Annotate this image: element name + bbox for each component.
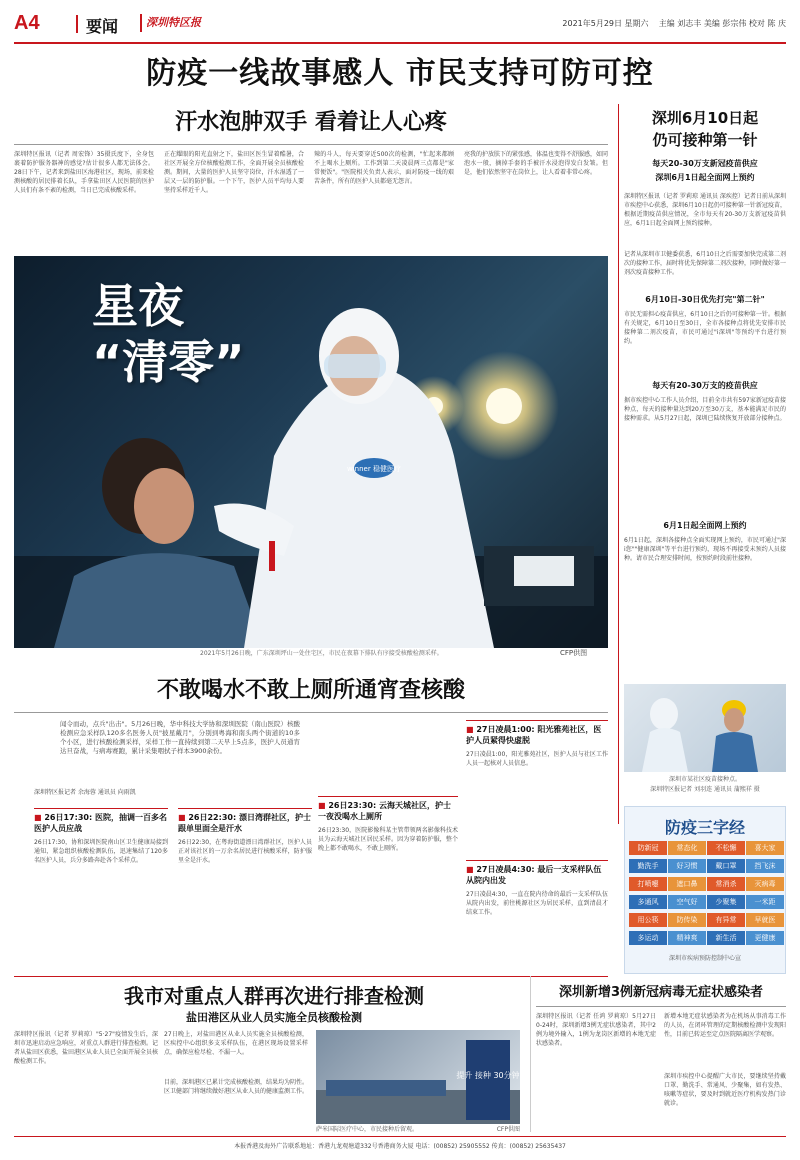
- bullet-icon: ■: [466, 725, 474, 734]
- tip-item: 常消杀: [707, 877, 745, 891]
- story4-headline: 深圳新增3例新冠病毒无症状感染者: [558, 985, 764, 1000]
- timeline-item-5: [466, 864, 608, 886]
- vaccination-photo: [624, 684, 786, 772]
- editors: 主编 刘志丰 美编 彭宗伟 校对 陈 庆: [658, 19, 786, 28]
- story1-col1: 深圳特区报讯（记者 周宏锋）35摄氏度下，全身包裹着防护服务器神的感觉?估计很多人都无法体会。28日下午，记者来到盐田区海港社区，现场，前来检测核酸的居民排着长队，手拿盐田区人民医院的医护人员们有条不紊的检测，当日已完成核酸采样。: [14, 151, 154, 194]
- story1-col3: 辣的斗人，每天要穿近500次的检测，"忙起来都顾不上喝水上厕所。工作到第二天凌晨两三点都是"家常便饭"。"医院相关负责人表示，面对防疫一线的艰苦条件，所有的医护人员都毫无怨言。: [314, 151, 454, 185]
- right-subhead-2: 深圳6月1日起全面网上预约: [655, 173, 755, 182]
- bullet-icon: ■: [34, 813, 42, 822]
- tip-item: 更健康: [746, 931, 784, 945]
- vaccination-photo-credit: 深圳特区报记者 刘羽连 通讯员 蒲熙祥 摄: [650, 786, 760, 793]
- right-headline-2: 仍可接种第一针: [652, 131, 758, 149]
- tip-item: 精神爽: [668, 931, 706, 945]
- timeline-title-5: 27日凌晨4:30: 最后一支采样队伍从院内出发: [466, 865, 602, 885]
- story1-col2: 正在耀眼的阳光直射之下，盐田区医生冒着酷暑，合社区开展全方位核酸检测工作，全面开展全员核酸检测。期间，大量的医护人员坚守岗位，汗水湿透了一层又一层的防护服。一个下午，医护人员平均每人要坚持采样近千人。: [164, 151, 304, 194]
- tip-item: 多通风: [629, 895, 667, 909]
- story3-body-1: 深圳特区报讯（记者 罗莉琼）"5·27"疫情发生后，深圳市迅速启动应急响应，对重点人群进行排查检测。记者从盐田区获悉，盐田港区从业人员已全面开展全员核酸检测工作。: [14, 1031, 158, 1065]
- tip-item: 好习惯: [668, 859, 706, 873]
- tips-title: 防疫三字经: [664, 818, 745, 837]
- right-body-1: 深圳特区报讯（记者 罗莉琼 通讯员 深疾控）记者日前从深圳市疾控中心获悉，深圳6月10日起仍可接种第一针新冠疫苗，根据近期疫苗供应情况，全市每天有20-30万支新冠疫苗供应，6月1日起全面网上预约接种。: [624, 193, 786, 227]
- story1-col4: 亮我的护放肤下的紧张感，体温也变得不舒服感，如同泡水一般，摘掉手套的手被汗水浸泡得发白发皱。但是，他们依然坚守在岗位上，让人看着非常心疼。: [464, 151, 608, 176]
- column-rule: [618, 104, 619, 824]
- vaccination-illustration: [624, 684, 786, 772]
- timeline-title-4: 27日凌晨1:00: 阳光雅苑社区，医护人员紧得快虚脱: [466, 725, 602, 745]
- photo-title-line1: 星夜: [92, 279, 184, 333]
- rule: [14, 712, 608, 713]
- right-body-3: 市民无需担心疫苗供应，6月10日之后仍可接种第一针。根据有关规定，6月10日至30日，全市各接种点将优先安排市民接种第二剂次疫苗，市民可通过"i深圳"等预约平台进行预约。: [624, 311, 786, 345]
- timeline-title-3: 26日23:30: 云海天城社区，护士一夜没喝水上厕所: [318, 801, 451, 821]
- photo-title: [92, 278, 244, 390]
- rule: [466, 860, 608, 861]
- hall-illustration: [316, 1030, 520, 1124]
- photo-title-line2: “清零”: [92, 335, 245, 389]
- timeline-body-2: 26日22:30，在粤海街道漂日湾群社区，医护人员正对该社区的一万余名居民进行核酸采样，防护服里全是汗水。: [178, 839, 312, 864]
- tip-item: 多运动: [629, 931, 667, 945]
- timeline-body-1: 26日17:30，协和深圳医院南山区卫生健康局接到通知，紧急组织核酸检测队伍，迅速集结了120多名医护人员，兵分多路奔赴各个采样点。: [34, 839, 168, 864]
- story3-body-3: 目前，深圳港区已累计完成核酸检测，结果均为阴性。区卫健部门将继续做好港区从业人员的健康监测工作。: [164, 1079, 308, 1095]
- tip-item: 少聚集: [707, 895, 745, 909]
- section-name: 要闻: [86, 17, 119, 36]
- timeline-title-2: 26日22:30: 漂日湾群社区，护士跟单里面全是汗水: [178, 813, 311, 833]
- booth-sign: 提升 接种 30分钟: [456, 1071, 520, 1080]
- tip-item: 用公筷: [629, 913, 667, 927]
- timeline-body-3: 26日23:30，医院影像科某主管带领两名影像科技术员为云海天城社区居民采样。因为穿着防护服，整个晚上都不敢喝水，不敢上厕所。: [318, 827, 458, 852]
- story4-body-2: 新增本地无症状感染者为在机场从事消毒工作的人员，在闭环管理的定期核酸检测中发现阳性，目前已转运至定点医院隔离医学观察。: [664, 1013, 786, 1038]
- column-rule: [530, 976, 531, 1132]
- rule: [466, 720, 608, 721]
- bullet-icon: ■: [178, 813, 186, 822]
- tip-item: 常态化: [668, 841, 706, 855]
- right-subhead-5: 6月1日起全面网上预约: [663, 521, 747, 530]
- right-subhead-1: 每天20-30万支新冠疫苗供应: [652, 159, 758, 168]
- rule: [34, 808, 168, 809]
- photo-credit: CFP供图: [560, 649, 588, 657]
- story2-lede: 闻令而动，点兵"出击"。5月26日晚，华中科技大学协和深圳医院（南山医院）核酸检测应急采样队120多名医务人员"披星戴月"，分别到粤海和南头两个街道的10多个小区，进行核酸检测采样，采样工作一直持续到第二天早上5点多，医护人员通宵达旦奋战，与病毒赛跑，累计采集咽拭子样本3900余份。: [60, 720, 300, 755]
- rule: [14, 976, 608, 977]
- story3-headline: 我市对重点人群再次进行排查检测: [124, 984, 424, 1008]
- right-body-2: 记者从深圳市卫健委获悉，6月10日之后需要加快完成第二剂次的接种工作，届时将优先保障第二剂次接种，同时做好第一剂次疫苗接种工作。: [624, 251, 786, 276]
- vest-logo: winner 稳健医疗: [347, 465, 401, 473]
- story3-body-2: 27日晚上，对盐田港区从业人员实施全员核酸检测，区疾控中心组织多支采样队伍，在港区现场设置采样点，确保应检尽检、不漏一人。: [164, 1031, 308, 1056]
- tip-item: 早就医: [746, 913, 784, 927]
- timeline-title-1: 26日17:30: 医院，抽调一百多名医护人员应战: [34, 813, 167, 833]
- banner-title: 防疫一线故事感人 市民支持可防可控: [146, 56, 654, 91]
- right-body-5: 6月1日起，深圳各接种点全面实现网上预约，市民可通过"深i您""健康深圳"等平台进行预约，现场不再接受未预约人员接种。请市民合理安排时间，按预约时段前往接种。: [624, 537, 786, 562]
- hall-photo-caption: 萨米国际医疗中心，市民接种后留观。: [316, 1126, 419, 1133]
- story3-subhead: 盐田港区从业人员实施全员核酸检测: [186, 1011, 362, 1024]
- paper-logo: 深圳特区报: [140, 14, 220, 32]
- right-subhead-3: 6月10日-30日优先打完"第二针": [645, 295, 765, 304]
- rule: [14, 144, 608, 145]
- tip-item: 打喷嚏: [629, 877, 667, 891]
- tip-item: 灭病毒: [746, 877, 784, 891]
- footer-contact: 本报香港及海外广告联系地址：香港九龙观塘道332号香港商务大厦 电话：(00852) 25905552 传真：(00852) 25635437: [14, 1136, 786, 1156]
- timeline-item-1: [34, 812, 168, 834]
- masthead: [0, 0, 800, 44]
- timeline-item-3: [318, 800, 458, 822]
- tip-item: 新生活: [707, 931, 745, 945]
- rule: [178, 808, 312, 809]
- timeline-item-4: [466, 724, 608, 746]
- rule: [318, 796, 458, 797]
- divider: [76, 15, 78, 33]
- tips-credit: 深圳市疾病预防控制中心宣: [668, 955, 741, 962]
- tip-item: 防传染: [668, 913, 706, 927]
- issue-date: 2021年5月29日 星期六: [562, 19, 649, 28]
- story1-headline: 汗水泡肿双手 看着让人心疼: [175, 110, 447, 135]
- tip-item: 喜大家: [746, 841, 784, 855]
- vaccination-hall-photo: [316, 1030, 520, 1124]
- tip-item: 戴口罩: [707, 859, 745, 873]
- vaccination-photo-caption: 深圳市某社区疫苗接种点。: [668, 776, 741, 783]
- timeline-body-5: 27日凌晨4:30，一直在院内待命的最后一支采样队伍从院内出发，前往桃源社区为居民采样，直到清晨才结束工作。: [466, 891, 608, 916]
- story2-byline: 深圳特区报记者 余海蓉 通讯员 向雨凯: [34, 789, 136, 796]
- header-rule: [14, 42, 786, 44]
- page-number: A4: [14, 12, 40, 34]
- main-photo: [14, 256, 608, 648]
- tip-item: 遮口鼻: [668, 877, 706, 891]
- story4-body-3: 深圳市疾控中心提醒广大市民，要继续坚持戴口罩、勤洗手、常通风、少聚集，如有发热、咳嗽等症状，要及时到就近医疗机构发热门诊就诊。: [664, 1073, 786, 1107]
- tip-item: 空气好: [668, 895, 706, 909]
- timeline-item-2: [178, 812, 312, 834]
- rule: [536, 1006, 786, 1007]
- epidemic-tips-box: [624, 806, 786, 974]
- tip-item: 勤洗手: [629, 859, 667, 873]
- tip-item: 一米距: [746, 895, 784, 909]
- tip-item: 挡飞沫: [746, 859, 784, 873]
- photo-caption: 2021年5月26日晚，广东深圳坪山一处住宅区，市民在夜幕下排队有序接受核酸检测采样。: [200, 650, 443, 657]
- bullet-icon: ■: [466, 865, 474, 874]
- story2-headline: 不敢喝水不敢上厕所通宵查核酸: [156, 678, 465, 703]
- tip-item: 不松懈: [707, 841, 745, 855]
- tip-item: 防新冠: [629, 841, 667, 855]
- issue-meta: [562, 18, 786, 29]
- right-subhead-4: 每天有20-30万支的疫苗供应: [652, 381, 758, 390]
- right-body-4: 据市疾控中心工作人员介绍，目前全市共有597家新冠疫苗接种点，每天的接种量达到20万至30万支，基本能满足市民的接种需求。从5月27日起，深圳已陆续恢复开放部分接种点。: [624, 397, 786, 422]
- right-headline-1: 深圳6月10日起: [651, 109, 759, 127]
- tip-item: 有异常: [707, 913, 745, 927]
- timeline-body-4: 27日凌晨1:00，阳光雅苑社区，医护人员与社区工作人员一起核对人员信息。: [466, 751, 608, 767]
- hall-photo-credit: CFP供图: [496, 1126, 520, 1133]
- bullet-icon: ■: [318, 801, 326, 810]
- story4-body-1: 深圳特区报讯（记者 任鸿 罗莉琼）5月27日0-24时，深圳新增3例无症状感染者，其中2例为境外输入，1例为龙岗区新增的本地无症状感染者。: [536, 1013, 656, 1047]
